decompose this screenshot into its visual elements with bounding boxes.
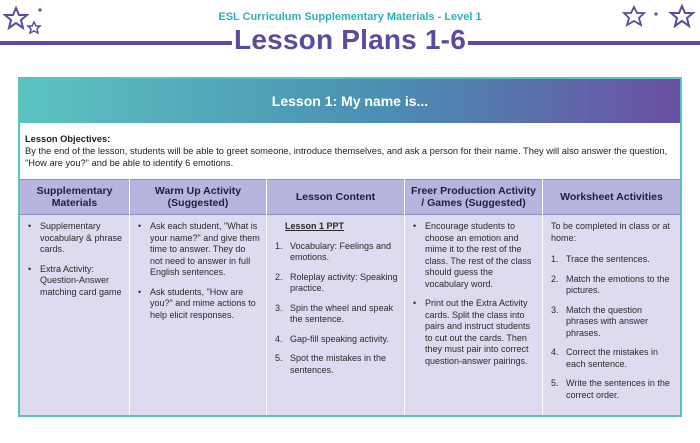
lesson-objectives: [20, 123, 680, 179]
objectives-label: Lesson Objectives:: [25, 134, 111, 144]
list-item: Write the sentences in the correct order.: [566, 378, 670, 400]
worksheet-heading: Worksheet Activities: [543, 179, 680, 215]
content-heading: Lesson Content: [267, 179, 404, 215]
list-item: • Ask each student, "What is your name?" and give them time to answer. They do not need to answer in full English sentences.: [138, 221, 260, 279]
list-item: Match the emotions to the pictures.: [566, 273, 670, 295]
production-body: [405, 215, 542, 415]
list-item: • Extra Activity: Question-Answer matching card game: [28, 264, 123, 299]
production-heading: Freer Production Activity / Games (Suggested): [405, 179, 542, 215]
list-item: Roleplay activity: Speaking practice.: [290, 271, 398, 293]
lesson-card: [18, 77, 682, 417]
list-item: • Ask students, "How are you?" and mime actions to help elicit responses.: [138, 287, 260, 322]
supplementary-body: [20, 215, 129, 415]
list-item: Spot the mistakes in the sentences.: [290, 353, 387, 375]
production-column: [405, 179, 543, 415]
worksheet-body: [543, 215, 680, 415]
list-item: • Supplementary vocabulary & phrase cards.: [28, 221, 123, 256]
lesson-ppt-link[interactable]: Lesson 1 PPT: [285, 221, 345, 231]
warmup-heading: Warm Up Activity (Suggested): [130, 179, 266, 215]
worksheet-column: [543, 179, 680, 415]
page-header: [0, 0, 700, 60]
list-item: Vocabulary: Feelings and emotions.: [290, 240, 392, 262]
supplementary-heading: Supplementary Materials: [20, 179, 129, 215]
objectives-text: By the end of the lesson, students will be able to greet someone, introduce themselves, and ask a person for their name. They will also answer the question, "How are you?" and be able to identify 6 emotions.: [25, 146, 668, 168]
page-title: Lesson Plans 1-6: [234, 24, 466, 55]
list-item: Spin the wheel and speak the sentence.: [290, 302, 394, 324]
lesson-banner: Lesson 1: My name is...: [20, 79, 680, 123]
warmup-body: [130, 215, 266, 415]
list-item: Match the question phrases with answer phrases.: [566, 304, 649, 338]
lesson-table: [20, 179, 680, 415]
list-item: • Encourage students to choose an emotion and mime it to the rest of the class. The rest of the class should guess the vocabulary word.: [413, 221, 536, 290]
worksheet-intro: To be completed in class or at home:: [551, 221, 671, 243]
page-subtitle: ESL Curriculum Supplementary Materials - Level 1: [218, 11, 482, 23]
warmup-column: [130, 179, 267, 415]
list-item: • Print out the Extra Activity cards. Split the class into pairs and instruct students to cut out the cards. Then they must pair into correct question-answer pairings.: [413, 298, 536, 367]
supplementary-column: [20, 179, 130, 415]
content-column: [267, 179, 405, 415]
content-body: [267, 215, 404, 415]
list-item: Trace the sentences.: [566, 254, 650, 264]
list-item: Gap-fill speaking activity.: [290, 333, 389, 344]
list-item: Correct the mistakes in each sentence.: [566, 347, 659, 369]
